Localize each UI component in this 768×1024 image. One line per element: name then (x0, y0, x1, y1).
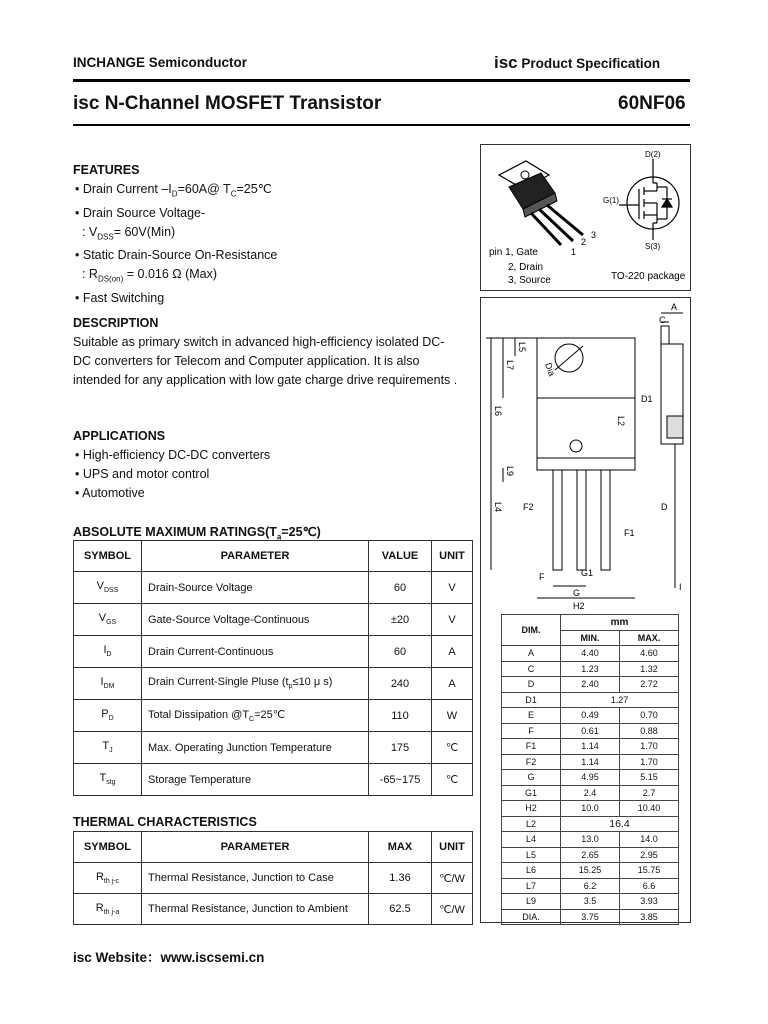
dim-label-F2: F2 (523, 502, 534, 512)
gate-label: G(1) (603, 196, 619, 205)
table-row: L9 3.5 3.93 (502, 894, 679, 910)
dim-label-I: I (679, 582, 682, 592)
column-header: PARAMETER (142, 541, 369, 572)
column-header: SYMBOL (74, 832, 142, 863)
column-header: UNIT (432, 832, 473, 863)
website-link[interactable]: www.iscsemi.cn (160, 950, 265, 965)
table-row: D 2.40 2.72 (502, 677, 679, 693)
pin2-label: 2, Drain (508, 262, 544, 273)
list-item: : $V_{DSS}= 60V(Min)$ (81, 224, 176, 241)
table-row: G1 2.4 2.7 (502, 785, 679, 801)
list-item: • Automotive (75, 486, 145, 500)
column-header: MAX. (620, 630, 679, 646)
part-number: 60NF06 (618, 93, 686, 114)
dim-label-G1: G1 (581, 568, 594, 578)
dim-label-D: D (661, 502, 668, 512)
dim-label-dia: Dia (543, 361, 558, 378)
dim-label-L7: L7 (505, 360, 515, 371)
unit-header: mm (561, 615, 679, 631)
pinout-drawing (481, 145, 690, 290)
table-header-row (74, 832, 473, 863)
dim-label-C: C (659, 315, 666, 325)
table-row: F2 1.14 1.70 (502, 754, 679, 770)
column-header: MIN. (561, 630, 620, 646)
pin-number-1: 1 (571, 247, 577, 257)
table-row: $T_{stg}$ Storage Temperature -65~175 ℃ (74, 764, 473, 796)
table-row: G 4.95 5.15 (502, 770, 679, 786)
table-row: $R_{th j-c}$ Thermal Resistance, Junction to Case 1.36 ℃/W (74, 863, 473, 894)
footer-label: isc Website： (73, 950, 161, 965)
pin3-label: 3, Source (508, 275, 551, 286)
features-heading: FEATURES (73, 163, 140, 177)
list-item: : $R_{DS(on)} = 0.016$ Ω (Max) (81, 267, 218, 284)
page-title: isc N-Channel MOSFET Transistor (73, 93, 382, 114)
abs-max-heading: ABSOLUTE MAXIMUM $RATINGS(T_a=25℃)$ (73, 525, 321, 542)
column-header: SYMBOL (74, 541, 142, 572)
spec-label: Product Specification (521, 56, 661, 71)
table-row: D1 1.27 (502, 692, 679, 708)
dim-label-L5: L5 (517, 342, 527, 353)
column-header: PARAMETER (142, 832, 369, 863)
pin-number-3: 3 (591, 230, 597, 240)
dimensions-table (501, 614, 679, 925)
table-row: $I_D$ Drain Current-Continuous 60 A (74, 636, 473, 668)
drain-label: D(2) (645, 150, 661, 159)
applications-heading: APPLICATIONS (73, 429, 166, 443)
table-row: L6 15.25 15.75 (502, 863, 679, 879)
table-row: L5 2.65 2.95 (502, 847, 679, 863)
header-rule (73, 79, 690, 82)
thermal-table (73, 831, 473, 925)
table-row: $R_{th j-a}$ Thermal Resistance, Junction to Ambient 62.5 ℃/W (74, 894, 473, 925)
table-row: C 1.23 1.32 (502, 661, 679, 677)
body-outline (537, 398, 635, 458)
table-row: $P_D$ Total Dissipation $@T_C=25℃$ 110 W (74, 700, 473, 732)
list-item: • High-efficiency DC-DC converters (75, 448, 271, 462)
spec-header (494, 53, 660, 73)
list-item: • UPS and motor control (75, 467, 210, 481)
source-label: S(3) (645, 242, 661, 251)
dim-label-L4: L4 (493, 502, 503, 513)
table-row: $V_{GS}$ Gate-Source Voltage-Continuous ±20 V (74, 604, 473, 636)
list-item: • Drain Current $-I_D=60A@$ $T_C=25℃$ (75, 182, 272, 199)
lead-1 (553, 470, 562, 570)
table-row: $I_{DM}$ Drain Current-Single Pluse ($t_p\le 10$ μ s) 240 A (74, 668, 473, 700)
table-row: F 0.61 0.88 (502, 723, 679, 739)
dim-label-L9: L9 (505, 466, 515, 477)
table-row: L4 13.0 14.0 (502, 832, 679, 848)
dim-label-L6: L6 (493, 406, 503, 417)
column-header: UNIT (432, 541, 473, 572)
dim-label-H2: H2 (573, 601, 585, 611)
dim-label-F: F (539, 572, 545, 582)
dim-label-L2: L2 (616, 416, 626, 427)
table-row: $T_J$ Max. Operating Junction Temperature 175 ℃ (74, 732, 473, 764)
column-header: MAX (369, 832, 432, 863)
dim-label-F1: F1 (624, 528, 635, 538)
footer (73, 946, 264, 966)
list-item: • Static Drain-Source On-Resistance (75, 248, 278, 262)
table-row: H2 10.0 10.40 (502, 801, 679, 817)
pinout-figure (480, 144, 691, 291)
pin1-label: pin 1, Gate (489, 247, 538, 258)
table-header-row (74, 541, 473, 572)
spec-prefix: isc (494, 53, 518, 72)
table-row: F1 1.14 1.70 (502, 739, 679, 755)
column-header: DIM. (502, 615, 561, 646)
company-name: INCHANGE Semiconductor (73, 55, 248, 70)
abs-max-table (73, 540, 473, 796)
package-sketch (499, 161, 583, 245)
column-header: VALUE (369, 541, 432, 572)
applications-list (75, 446, 270, 503)
table-row: L7 6.2 6.6 (502, 878, 679, 894)
list-item: • Drain Source Voltage- (75, 205, 206, 220)
dim-label-D1: D1 (641, 394, 653, 404)
features-list (75, 180, 277, 308)
description-heading: DESCRIPTION (73, 316, 159, 330)
lead-2 (577, 470, 586, 570)
table-row: L2 16.4 (502, 816, 679, 832)
table-row: DIA. 3.75 3.85 (502, 909, 679, 925)
table-row: $V_{DSS}$ Drain-Source Voltage 60 V (74, 572, 473, 604)
table-row: A 4.40 4.60 (502, 646, 679, 662)
pin-number-2: 2 (581, 237, 587, 247)
mosfet-symbol (619, 159, 679, 240)
description-text: Suitable as primary switch in advanced high-efficiency isolated DC-DC converters for Telecom and Computer application. It is also intended for any application with low gate charge drive requirements . (73, 335, 458, 387)
outline-drawing (481, 298, 690, 616)
package-label: TO-220 package (611, 271, 686, 282)
table-row: E 0.49 0.70 (502, 708, 679, 724)
table-header-row (502, 615, 679, 631)
title-rule (73, 124, 690, 126)
dim-label-A: A (671, 302, 678, 312)
lead-3 (601, 470, 610, 570)
list-item: • Fast Switching (75, 290, 165, 305)
dim-label-G: G (573, 588, 581, 598)
thermal-heading: THERMAL CHARACTERISTICS (73, 815, 257, 829)
